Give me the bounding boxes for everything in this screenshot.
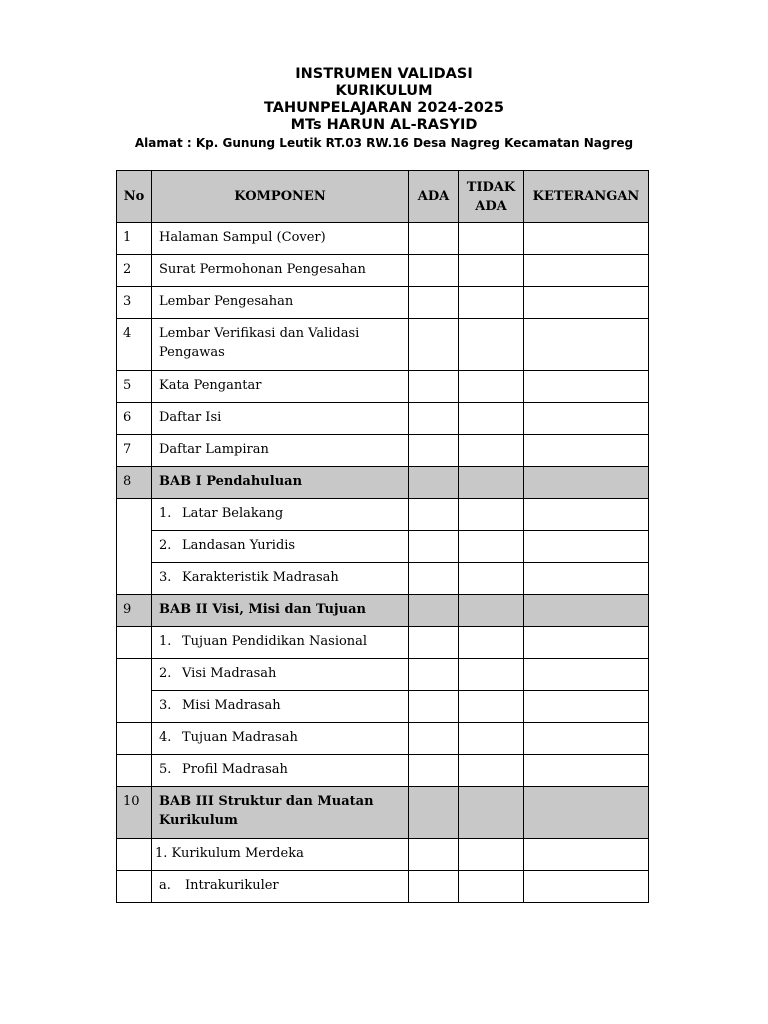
section-row xyxy=(117,787,649,839)
table-row xyxy=(117,255,649,287)
row-no-empty xyxy=(117,563,152,595)
item-label: Karakteristik Madrasah xyxy=(182,570,339,585)
cell-keterangan[interactable] xyxy=(524,287,649,319)
cell-keterangan[interactable] xyxy=(524,755,649,787)
cell-tidak-ada[interactable] xyxy=(459,723,524,755)
cell-tidak-ada[interactable] xyxy=(459,691,524,723)
document-header xyxy=(0,66,768,151)
item-number: 2. xyxy=(159,666,172,681)
row-no: 6 xyxy=(117,403,152,435)
cell-ada[interactable] xyxy=(409,755,459,787)
row-no: 10 xyxy=(117,787,152,839)
doc-title-line3: TAHUNPELAJARAN 2024-2025 xyxy=(264,100,504,116)
section-title: BAB III Struktur dan Muatan Kurikulum xyxy=(152,787,409,839)
item-label: Landasan Yuridis xyxy=(182,538,296,553)
row-no: 9 xyxy=(117,595,152,627)
row-no: 8 xyxy=(117,467,152,499)
table-row xyxy=(117,371,649,403)
row-no-empty xyxy=(117,871,152,903)
cell-keterangan[interactable] xyxy=(524,839,649,871)
item-letter: a. xyxy=(159,878,171,893)
cell-keterangan[interactable] xyxy=(524,531,649,563)
col-header-keterangan: KETERANGAN xyxy=(524,171,649,223)
cell-keterangan[interactable] xyxy=(524,499,649,531)
item-number: 5. xyxy=(159,762,172,777)
cell-tidak-ada[interactable] xyxy=(459,499,524,531)
row-komponen xyxy=(152,691,409,723)
cell-ada[interactable] xyxy=(409,691,459,723)
table-row xyxy=(117,531,649,563)
row-no-empty xyxy=(117,627,152,659)
cell-tidak-ada[interactable] xyxy=(459,627,524,659)
cell-keterangan[interactable] xyxy=(524,627,649,659)
cell-ada[interactable] xyxy=(409,659,459,691)
cell-ada[interactable] xyxy=(409,467,459,499)
cell-ada[interactable] xyxy=(409,255,459,287)
item-label: Kurikulum Merdeka xyxy=(171,846,304,861)
row-komponen xyxy=(152,627,409,659)
cell-tidak-ada[interactable] xyxy=(459,659,524,691)
cell-keterangan[interactable] xyxy=(524,595,649,627)
item-number: 2. xyxy=(159,538,172,553)
table-row xyxy=(117,223,649,255)
row-komponen xyxy=(152,871,409,903)
cell-keterangan[interactable] xyxy=(524,223,649,255)
cell-keterangan[interactable] xyxy=(524,403,649,435)
row-komponen xyxy=(152,839,409,871)
cell-keterangan[interactable] xyxy=(524,871,649,903)
row-komponen: Daftar Isi xyxy=(152,403,409,435)
cell-tidak-ada[interactable] xyxy=(459,787,524,839)
table-row xyxy=(117,435,649,467)
row-komponen: Daftar Lampiran xyxy=(152,435,409,467)
row-no-empty xyxy=(117,531,152,563)
cell-tidak-ada[interactable] xyxy=(459,371,524,403)
cell-tidak-ada[interactable] xyxy=(459,871,524,903)
cell-ada[interactable] xyxy=(409,563,459,595)
row-no: 4 xyxy=(117,319,152,371)
cell-ada[interactable] xyxy=(409,871,459,903)
cell-ada[interactable] xyxy=(409,627,459,659)
item-label: Visi Madrasah xyxy=(182,666,277,681)
row-no-empty xyxy=(117,691,152,723)
item-number: 1. xyxy=(159,506,172,521)
cell-ada[interactable] xyxy=(409,723,459,755)
cell-keterangan[interactable] xyxy=(524,563,649,595)
item-label: Latar Belakang xyxy=(182,506,284,521)
col-header-ada: ADA xyxy=(409,171,459,223)
table-row xyxy=(117,627,649,659)
cell-tidak-ada[interactable] xyxy=(459,223,524,255)
table-row xyxy=(117,499,649,531)
row-komponen xyxy=(152,723,409,755)
section-title: BAB II Visi, Misi dan Tujuan xyxy=(152,595,409,627)
table-header-row xyxy=(117,171,649,223)
cell-tidak-ada[interactable] xyxy=(459,467,524,499)
table-row xyxy=(117,403,649,435)
section-title: BAB I Pendahuluan xyxy=(152,467,409,499)
item-label: Tujuan Madrasah xyxy=(182,730,298,745)
table-row xyxy=(117,659,649,691)
item-number: 1. xyxy=(155,846,168,861)
cell-ada[interactable] xyxy=(409,595,459,627)
cell-tidak-ada[interactable] xyxy=(459,563,524,595)
item-label: Intrakurikuler xyxy=(185,878,279,893)
validation-table xyxy=(116,170,649,903)
row-no: 5 xyxy=(117,371,152,403)
table-row xyxy=(117,563,649,595)
table-row xyxy=(117,723,649,755)
doc-title-line4: MTs HARUN AL-RASYID xyxy=(290,117,478,133)
cell-tidak-ada[interactable] xyxy=(459,595,524,627)
doc-title-line2: KURIKULUM xyxy=(335,83,433,99)
cell-ada[interactable] xyxy=(409,787,459,839)
row-komponen: Lembar Verifikasi dan Validasi Pengawas xyxy=(152,319,409,371)
row-no: 7 xyxy=(117,435,152,467)
cell-ada[interactable] xyxy=(409,531,459,563)
item-number: 3. xyxy=(159,570,172,585)
row-komponen xyxy=(152,755,409,787)
table-row xyxy=(117,839,649,871)
item-number: 1. xyxy=(159,634,172,649)
cell-ada[interactable] xyxy=(409,839,459,871)
cell-tidak-ada[interactable] xyxy=(459,403,524,435)
cell-tidak-ada[interactable] xyxy=(459,531,524,563)
cell-keterangan[interactable] xyxy=(524,371,649,403)
row-komponen: Kata Pengantar xyxy=(152,371,409,403)
doc-title-line1: INSTRUMEN VALIDASI xyxy=(295,66,473,82)
cell-tidak-ada[interactable] xyxy=(459,287,524,319)
row-no: 1 xyxy=(117,223,152,255)
item-number: 3. xyxy=(159,698,172,713)
cell-keterangan[interactable] xyxy=(524,691,649,723)
item-label: Tujuan Pendidikan Nasional xyxy=(182,634,368,649)
row-komponen xyxy=(152,499,409,531)
section-row xyxy=(117,595,649,627)
cell-ada[interactable] xyxy=(409,319,459,371)
cell-keterangan[interactable] xyxy=(524,435,649,467)
row-komponen: Lembar Pengesahan xyxy=(152,287,409,319)
item-number: 4. xyxy=(159,730,172,745)
row-komponen: Surat Permohonan Pengesahan xyxy=(152,255,409,287)
cell-ada[interactable] xyxy=(409,287,459,319)
item-label: Misi Madrasah xyxy=(182,698,281,713)
cell-tidak-ada[interactable] xyxy=(459,435,524,467)
table-row xyxy=(117,691,649,723)
cell-tidak-ada[interactable] xyxy=(459,255,524,287)
cell-tidak-ada[interactable] xyxy=(459,755,524,787)
cell-ada[interactable] xyxy=(409,435,459,467)
row-komponen xyxy=(152,659,409,691)
col-header-tidak-ada: TIDAK ADA xyxy=(459,171,524,223)
table-row xyxy=(117,287,649,319)
row-no-empty xyxy=(117,659,152,691)
col-header-no: No xyxy=(117,171,152,223)
cell-keterangan[interactable] xyxy=(524,319,649,371)
cell-keterangan[interactable] xyxy=(524,787,649,839)
cell-ada[interactable] xyxy=(409,499,459,531)
row-no-empty xyxy=(117,839,152,871)
cell-ada[interactable] xyxy=(409,223,459,255)
row-komponen xyxy=(152,563,409,595)
cell-ada[interactable] xyxy=(409,403,459,435)
doc-address: Alamat : Kp. Gunung Leutik RT.03 RW.16 Desa Nagreg Kecamatan Nagreg xyxy=(134,136,634,150)
section-row xyxy=(117,467,649,499)
row-komponen xyxy=(152,531,409,563)
cell-tidak-ada[interactable] xyxy=(459,839,524,871)
row-no: 3 xyxy=(117,287,152,319)
table-row xyxy=(117,755,649,787)
cell-ada[interactable] xyxy=(409,371,459,403)
table-row xyxy=(117,871,649,903)
cell-tidak-ada[interactable] xyxy=(459,319,524,371)
cell-keterangan[interactable] xyxy=(524,467,649,499)
cell-keterangan[interactable] xyxy=(524,723,649,755)
table-row xyxy=(117,319,649,371)
col-header-komponen: KOMPONEN xyxy=(152,171,409,223)
item-label: Profil Madrasah xyxy=(182,762,288,777)
row-no-empty xyxy=(117,499,152,531)
row-no: 2 xyxy=(117,255,152,287)
row-komponen: Halaman Sampul (Cover) xyxy=(152,223,409,255)
row-no-empty xyxy=(117,755,152,787)
row-no-empty xyxy=(117,723,152,755)
cell-keterangan[interactable] xyxy=(524,659,649,691)
cell-keterangan[interactable] xyxy=(524,255,649,287)
